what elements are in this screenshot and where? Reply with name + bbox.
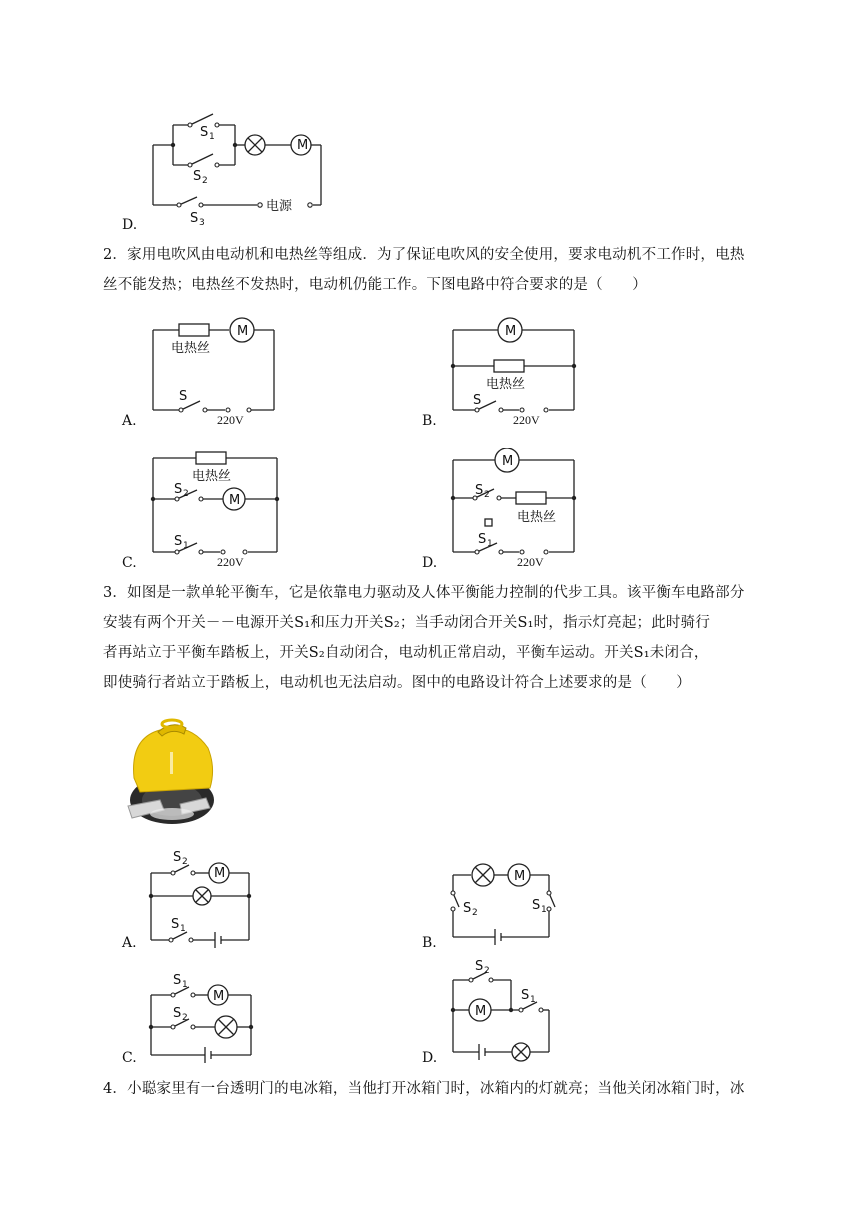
q3-stem-line-1: 3．如图是一款单轮平衡车，它是依靠电力驱动及人体平衡能力控制的代步工具。该平衡车电路部分 bbox=[103, 585, 745, 601]
motor-label: M bbox=[475, 1004, 487, 1019]
switch-s1-sub: 1 bbox=[530, 995, 536, 1005]
switch-s2-sub: 2 bbox=[182, 857, 188, 867]
switch-s2-label: S bbox=[173, 1006, 182, 1021]
switch-s1-sub: 1 bbox=[541, 905, 547, 915]
switch-s2-label: S bbox=[173, 850, 182, 865]
q2-option-d-circuit bbox=[445, 448, 585, 573]
switch-s1-sub: 1 bbox=[182, 980, 188, 990]
q3-option-b-letter: B. bbox=[422, 935, 437, 951]
q4-stem-line-1: 4．小聪家里有一台透明门的电冰箱，当他打开冰箱门时，冰箱内的灯就亮；当他关闭冰箱门时，冰 bbox=[103, 1081, 745, 1097]
switch-s1-sub: 1 bbox=[487, 539, 493, 549]
voltage-label: 220V bbox=[217, 555, 244, 569]
switch-s2-label: S bbox=[475, 960, 484, 974]
q1-option-d-circuit bbox=[145, 105, 335, 230]
switch-s3-sub: 3 bbox=[199, 218, 205, 228]
switch-s2-sub: 2 bbox=[484, 490, 490, 500]
switch-s1-sub: 1 bbox=[209, 132, 215, 142]
q3-option-a-letter: A. bbox=[122, 935, 137, 951]
motor-label: M bbox=[297, 138, 309, 153]
motor-label: M bbox=[237, 324, 249, 339]
q2-option-a-letter: A. bbox=[122, 413, 137, 429]
switch-s1-label: S bbox=[171, 917, 180, 932]
switch-s1-label: S bbox=[478, 532, 487, 547]
switch-s1-label: S bbox=[174, 534, 183, 549]
voltage-label: 220V bbox=[513, 413, 540, 427]
q2-stem bbox=[103, 240, 763, 300]
q3-stem-line-2: 安装有两个开关－－电源开关S₁和压力开关S₂；当手动闭合开关S₁时，指示灯亮起；此时骑行 bbox=[103, 615, 711, 631]
motor-label: M bbox=[213, 989, 225, 1004]
q4-stem bbox=[103, 1074, 763, 1104]
switch-s2-sub: 2 bbox=[472, 908, 478, 918]
motor-label: M bbox=[502, 454, 514, 469]
switch-s2-sub: 2 bbox=[484, 966, 490, 976]
switch-s2-label: S bbox=[475, 483, 484, 498]
switch-s2-sub: 2 bbox=[183, 489, 189, 499]
switch-s2-sub: 2 bbox=[182, 1013, 188, 1023]
q3-option-c-circuit bbox=[145, 970, 265, 1065]
switch-s3-label: S bbox=[190, 211, 199, 226]
q3-stem-line-3: 者再站立于平衡车踏板上，开关S₂自动闭合，电动机正常启动，平衡车运动。开关S₁未闭合， bbox=[103, 645, 709, 661]
heater-label: 电热丝 bbox=[517, 510, 557, 525]
switch-s1-sub: 1 bbox=[183, 541, 189, 551]
switch-s2-label: S bbox=[193, 169, 202, 184]
switch-s2-label: S bbox=[174, 482, 183, 497]
switch-s2-label: S bbox=[463, 901, 472, 916]
heater-label: 电热丝 bbox=[192, 469, 232, 484]
motor-label: M bbox=[505, 324, 517, 339]
q2-option-c-circuit bbox=[145, 448, 290, 573]
voltage-label: 220V bbox=[517, 555, 544, 569]
unicycle-balance-car-image bbox=[120, 718, 220, 830]
motor-label: M bbox=[229, 493, 241, 508]
switch-s1-label: S bbox=[200, 125, 209, 140]
power-source-label: 电源 bbox=[266, 199, 293, 214]
q2-option-b-circuit bbox=[445, 315, 585, 430]
motor-label: M bbox=[514, 869, 526, 884]
voltage-label: 220V bbox=[217, 413, 244, 427]
q2-option-d-letter: D. bbox=[422, 555, 438, 571]
q2-stem-line-1: 2．家用电吹风由电动机和电热丝等组成．为了保证电吹风的安全使用，要求电动机不工作时，电热 bbox=[103, 247, 745, 263]
q3-stem-line-4: 即使骑行者站立于踏板上，电动机也无法启动。图中的电路设计符合上述要求的是（ ） bbox=[103, 675, 691, 691]
q2-option-c-letter: C. bbox=[122, 555, 137, 571]
q3-option-a-circuit bbox=[145, 848, 260, 948]
q3-stem bbox=[103, 578, 763, 698]
q2-option-b-letter: B. bbox=[422, 413, 437, 429]
q3-option-d-circuit bbox=[445, 960, 560, 1065]
heater-label: 电热丝 bbox=[171, 341, 211, 356]
q3-option-c-letter: C. bbox=[122, 1050, 137, 1066]
q1-option-d-letter: D. bbox=[122, 217, 138, 233]
q2-stem-line-2: 丝不能发热；电热丝不发热时，电动机仍能工作。下图电路中符合要求的是（ ） bbox=[103, 277, 647, 293]
q2-option-a-circuit bbox=[145, 315, 285, 430]
switch-s2-sub: 2 bbox=[202, 176, 208, 186]
q3-option-d-letter: D. bbox=[422, 1050, 438, 1066]
switch-s1-label: S bbox=[521, 988, 530, 1003]
motor-label: M bbox=[214, 866, 226, 881]
switch-s1-sub: 1 bbox=[180, 924, 186, 934]
switch-s1-label: S bbox=[173, 973, 182, 988]
switch-label: S bbox=[473, 393, 482, 408]
switch-label: S bbox=[179, 389, 188, 404]
heater-label: 电热丝 bbox=[486, 377, 526, 392]
q3-option-b-circuit bbox=[445, 855, 570, 950]
switch-s1-label: S bbox=[532, 898, 541, 913]
